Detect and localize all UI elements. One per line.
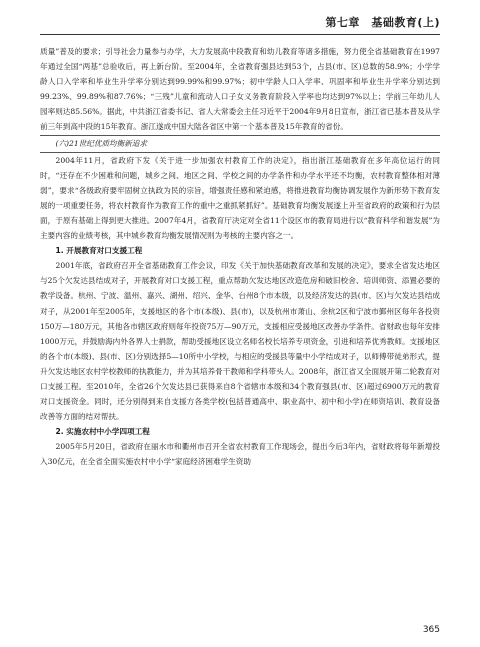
subsection-heading-1: 1. 开展教育对口支援工程 <box>55 246 143 256</box>
section-heading: (六)21世纪优质均衡新追求 <box>40 135 440 153</box>
page-number: 365 <box>422 625 440 635</box>
paragraph-support-program: 2001年底，省政府召开全省基础教育工作会议，印发《关于加快基础教育改革和发展的决定》，要求全省发达地区与25个欠发达县结成对子，开展教育对口支援工程，重点帮助欠发达地区改造危房和破旧校舍、培训师资、添置必要的教学设备。杭州、宁波、温州、嘉兴、湖州、绍兴、金华、台州8个市本级，以及经济发达的县(市、区)与欠发达县结成对子，从2001年至2005年，支援地区的各个市(本级)、县(市)，以及杭州市萧山、余杭2区和宁波市鄞州区每年各投资150万—180万元，其他各市辖区政府则每年投资75万—90万元，支援相应受援地区改善办学条件。省财政也每年安排1000万元，并鼓励海内外各界人士捐款，帮助受援地区设立名师名校长培养专项资金，引进和培养优秀教师。支援地区的各个市(本级)、县(市、区)分别选择5—10所中小学校，与相应的受援县等量中小学结成对子，以师傅带徒弟形式，提升欠发达地区农村学校教师的执教能力，并为其培养骨干教师和学科带头人。2008年，浙江省又全面展开第二轮教育对口支援工程。至2010年，全省26个欠发达县已获得来自8个省辖市本级和34个教育强县(市、区)超过6900万元的教育对口支援资金。同时，还分别得到来自支援方各类学校(包括普通高中、职业高中、初中和小学)在师资培训、教育设备改善等方面的结对帮扶。 <box>40 261 440 422</box>
running-header <box>40 14 440 36</box>
subsection-heading-2: 2. 实施农村中小学四项工程 <box>55 427 150 437</box>
paragraph-intro-continued: 质量”普及的要求；引导社会力量参与办学，大力发展高中段教育和幼儿教育等诸多措施，努力使全省基础教育在1997年通过全国“两基”总验收后，再上新台阶。至2004年，全省教育强县达到53个，占县(市、区)总数的58.9%；小学学龄人口入学率和毕业生升学率分别达到99.99%和99.97%；初中学龄人口入学率、巩固率和毕业生升学率分别达到99.23%、99.89%和87.76%；“三残”儿童和流动人口子女义务教育阶段入学率也均达到97%以上；学前三年幼儿人园率则达85.56%。据此，中共浙江省委书记、省人大常委会主任习近平于2004年9月8日宣布，浙江省已基本普及从学前三年到高中段的15年教育。浙江遂成中国大陆各省区中第一个基本普及15年教育的省份。 <box>40 47 440 132</box>
page-body <box>40 44 440 470</box>
paragraph-rural-projects: 2005年5月20日，省政府在丽水市和衢州市召开全省农村教育工作现场会，提出今后3年内，省财政将每年新增投入30亿元，在全省全面实施农村中小学“家庭经济困难学生资助 <box>40 442 440 467</box>
chapter-title: 第七章 基础教育(上) <box>325 16 440 29</box>
header-rule <box>40 34 440 35</box>
paragraph-policy: 2004年11月，省政府下发《关于进一步加强农村教育工作的决定》，指出浙江基础教育在多年高位运行的同时，“还存在不少困难和问题，城乡之间、地区之间、学校之间的办学条件和办学水平还不均衡，农村教育整体相对薄弱”，要求“各级政府要牢固树立执政为民的宗旨，增强责任感和紧迫感，将推进教育均衡协调发展作为新形势下教育发展的一项重要任务，将农村教育作为教育工作的重中之重抓紧抓好”。基础教育均衡发展遂上升至省政府的政策和行为层面，于原有基础上得到更大推进。2007年4月，省教育厅决定对全省11个设区市的教育局进行以“教育科学和谐发展”为主要内容的业绩考核，其中城乡教育均衡发展情况则为考核的主要内容之一。 <box>40 155 440 241</box>
